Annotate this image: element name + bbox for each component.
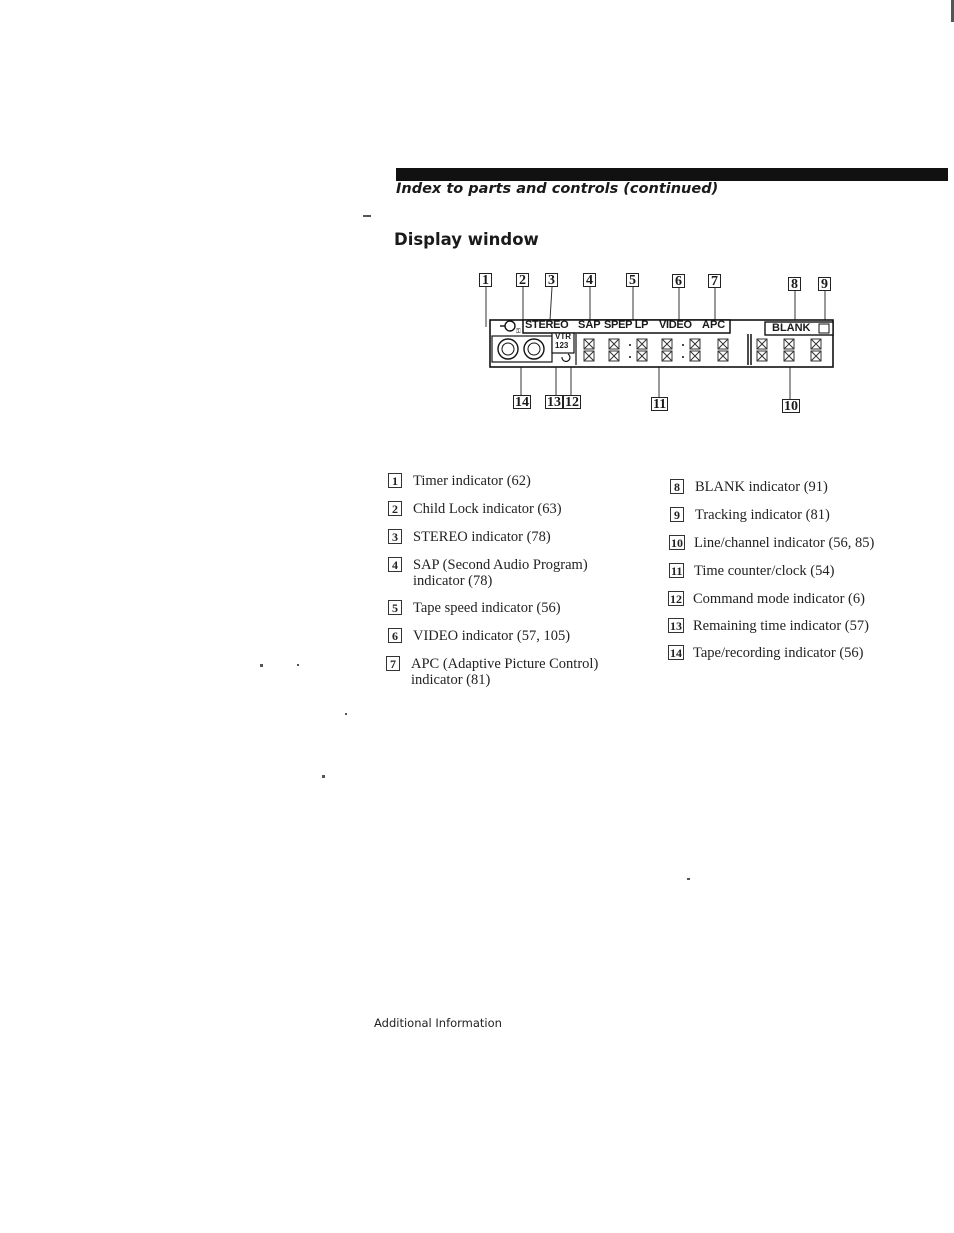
item-number: 11 <box>671 564 683 578</box>
scan-speck <box>687 878 690 880</box>
callout-9: 9 <box>818 277 831 291</box>
item-text: Remaining time indicator (57) <box>693 618 869 634</box>
item-number: 10 <box>671 536 683 550</box>
item-number: 9 <box>670 507 684 522</box>
callout-12: 12 <box>565 395 579 410</box>
scan-speck <box>260 664 263 667</box>
blank-label: BLANK <box>772 322 811 334</box>
item-number: 8 <box>670 479 684 494</box>
video-label: VIDEO <box>659 319 692 331</box>
vtr-label: VTR <box>555 332 571 341</box>
footer-section-label: Additional Information <box>374 1016 502 1030</box>
scan-speck <box>297 664 299 666</box>
callout-6: 6 <box>672 274 685 288</box>
item-text-continued: indicator (81) <box>411 672 491 688</box>
item-text: Time counter/clock (54) <box>694 563 835 579</box>
item-text: Child Lock indicator (63) <box>413 501 562 517</box>
callout-7: 7 <box>708 274 721 288</box>
item-text: Timer indicator (62) <box>413 473 531 489</box>
item-text: VIDEO indicator (57, 105) <box>413 628 571 644</box>
child-lock-icon: ⚿ <box>516 328 521 335</box>
item-text: Command mode indicator (6) <box>693 591 865 607</box>
item-text-continued: indicator (78) <box>413 573 493 589</box>
section-title: Index to parts and controls (continued) <box>396 181 719 197</box>
item-text: STEREO indicator (78) <box>413 529 551 545</box>
callout-13: 13 <box>547 395 561 410</box>
callout-14: 14 <box>515 395 529 410</box>
item-number: 4 <box>388 557 402 572</box>
callout-8: 8 <box>788 277 801 291</box>
tape-indicator-box <box>492 336 552 362</box>
item-text: Tape/recording indicator (56) <box>693 645 864 661</box>
callout-3: 3 <box>545 273 558 287</box>
item-number: 7 <box>386 656 400 671</box>
callout-11: 11 <box>653 397 667 412</box>
item-number: 1 <box>388 473 402 488</box>
scan-speck <box>363 215 371 217</box>
subheading-display-window: Display window <box>394 230 539 249</box>
header-rule <box>396 168 948 181</box>
sap-label: SAP <box>578 319 601 331</box>
scan-speck <box>322 775 325 778</box>
callout-2: 2 <box>516 273 529 287</box>
callout-4: 4 <box>583 273 596 287</box>
item-number: 14 <box>670 646 682 660</box>
item-number: 5 <box>388 600 402 615</box>
callout-10: 10 <box>784 399 798 414</box>
item-number: 6 <box>388 628 402 643</box>
item-text: BLANK indicator (91) <box>695 479 828 495</box>
item-text: SAP (Second Audio Program) <box>413 557 588 573</box>
callout-5: 5 <box>626 273 639 287</box>
item-text: APC (Adaptive Picture Control) <box>411 656 599 672</box>
display-window-diagram <box>470 265 850 425</box>
item-text: Tape speed indicator (56) <box>413 600 561 616</box>
item-number: 2 <box>388 501 402 516</box>
item-text: Tracking indicator (81) <box>695 507 830 523</box>
callout-1: 1 <box>479 273 492 287</box>
item-number: 13 <box>670 619 682 633</box>
apc-label: APC <box>702 319 726 331</box>
vtr-digits-label: 123 <box>555 341 569 350</box>
stereo-label: STEREO <box>525 319 569 331</box>
spep-lp-label: SPEP LP <box>604 319 649 331</box>
item-text: Line/channel indicator (56, 85) <box>694 535 875 551</box>
scan-speck <box>345 713 347 715</box>
item-number: 12 <box>670 592 682 606</box>
item-number: 3 <box>388 529 402 544</box>
